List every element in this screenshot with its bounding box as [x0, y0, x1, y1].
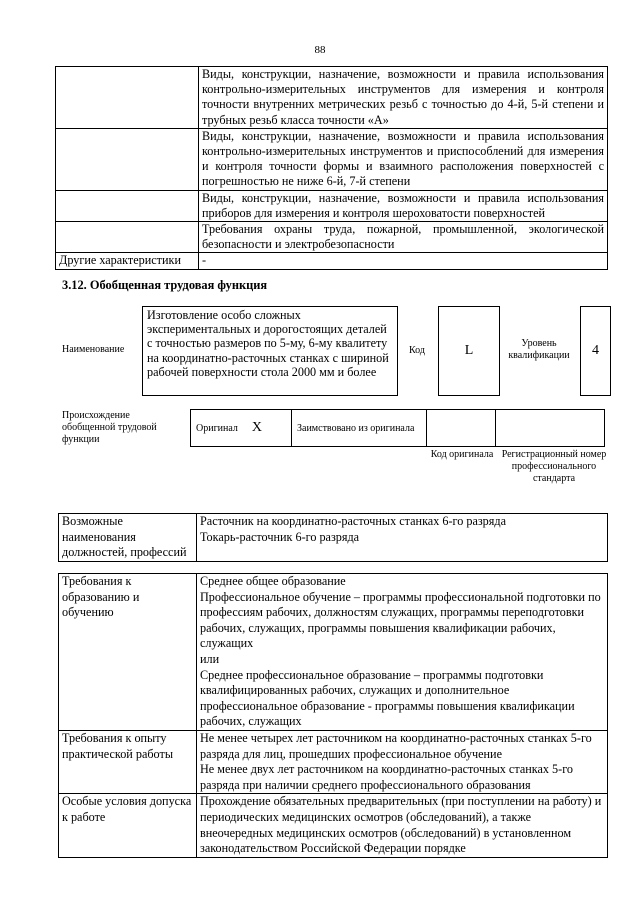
- table-cell-text: Виды, конструкции, назначение, возможности и правила использования контрольно-измерительных инструментов и приспособлений для измерения и контроля точности формы и взаимного расположения поверхностей с погрешностью не ниже 6-й, 7-й степени: [199, 128, 608, 190]
- requirement-line: Среднее общее образование: [200, 574, 346, 588]
- experience-label: Требования к опыту практической работы: [59, 730, 197, 793]
- reg-number-label: Регистрационный номер профессионального стандарта: [501, 449, 607, 484]
- requirement-line: Среднее профессиональное образование – программы подготовки квалифицированных рабочих, служащих и дополнительное профессиональное образование - программы повышения квалификации рабочих, служащих: [200, 667, 575, 729]
- qualification-level-box: 4: [580, 306, 611, 396]
- table-cell-text: Виды, конструкции, назначение, возможности и правила использования приборов для измерения и контроля шероховатости поверхностей: [199, 190, 608, 221]
- table-row: [56, 128, 608, 190]
- code-original-cell: [427, 410, 496, 447]
- table-row: [59, 794, 608, 857]
- reg-number-cell: [496, 410, 605, 447]
- table-row: [59, 574, 608, 731]
- code-value-box: L: [438, 306, 500, 396]
- positions-label: Возможные наименования должностей, профессий: [59, 514, 197, 562]
- table-cell-text: -: [199, 253, 608, 269]
- table-row: [56, 222, 608, 253]
- borrowed-cell: Заимствовано из оригинала: [292, 410, 427, 447]
- function-name-box: Изготовление особо сложных экспериментальных и дорогостоящих деталей с точностью размеров по 5-му, 6-му квалитету на координатно-расточных станках с шириной рабочей поверхности стола 2000 мм и более: [142, 306, 398, 396]
- table-row: [191, 410, 605, 447]
- table-cell-label: [56, 190, 199, 221]
- requirement-line: Не менее четырех лет расточником на координатно-расточных станках 5-го разряда для лиц, прошедших профессиональное обучение: [200, 730, 592, 761]
- section-title: 3.12. Обобщенная трудовая функция: [62, 278, 268, 292]
- table-cell-label: [56, 128, 199, 190]
- requirement-line: или: [200, 651, 220, 666]
- table-cell-label: [56, 67, 199, 129]
- requirements-table: [58, 573, 608, 858]
- original-label: Оригинал: [196, 423, 238, 434]
- admission-label: Особые условия допуска к работе: [59, 794, 197, 857]
- table-row: [56, 253, 608, 269]
- origin-table: [190, 409, 605, 447]
- knowledge-table: [55, 66, 608, 270]
- table-row: [59, 730, 608, 793]
- table-cell-text: Требования охраны труда, пожарной, промышленной, экологической безопасности и электробезопасности: [199, 222, 608, 253]
- page-number: 88: [314, 44, 326, 56]
- table-cell-label: [56, 222, 199, 253]
- positions-values: [197, 514, 608, 562]
- naming-label: Наименование: [62, 344, 125, 355]
- table-row: [56, 190, 608, 221]
- qualification-level-label: Уровень квалификации: [508, 338, 570, 361]
- table-row: [59, 514, 608, 562]
- origin-label: Происхождение обобщенной трудовой функции: [62, 410, 157, 445]
- original-mark: X: [251, 420, 263, 435]
- original-cell: [191, 410, 292, 447]
- position-item: Расточник на координатно-расточных станках 6-го разряда: [200, 514, 506, 528]
- education-values: [197, 574, 608, 731]
- table-row: [56, 67, 608, 129]
- requirement-line: Не менее двух лет расточником на координатно-расточных станках 5-го разряда при наличии среднего профессионального образования: [200, 762, 573, 792]
- education-label: Требования к образованию и обучению: [59, 574, 197, 731]
- experience-values: [197, 730, 608, 793]
- table-cell-label: Другие характеристики: [56, 253, 199, 269]
- positions-table: [58, 513, 608, 562]
- position-item: Токарь-расточник 6-го разряда: [200, 529, 360, 544]
- code-label: Код: [409, 345, 425, 356]
- table-cell-text: Виды, конструкции, назначение, возможности и правила использования контрольно-измерительных инструментов для измерения и контроля точности внутренних метрических резьб с точностью до 4-й, 5-й степени и трубных резьб класса точности «А»: [199, 67, 608, 129]
- code-original-label: Код оригинала: [430, 449, 494, 460]
- admission-values: [197, 794, 608, 857]
- requirement-line: Профессиональное обучение – программы профессиональной подготовки по профессиям рабочих, должностям служащих, программы переподготовки рабочих, служащих, программы повышения квалификации рабочих, служащих: [200, 589, 601, 651]
- requirement-line: Прохождение обязательных предварительных (при поступлении на работу) и периодических медицинских осмотров (обследований), а также внеочередных медицинских осмотров (обследований) в установленном законодательством Российской Федерации порядке: [200, 794, 602, 856]
